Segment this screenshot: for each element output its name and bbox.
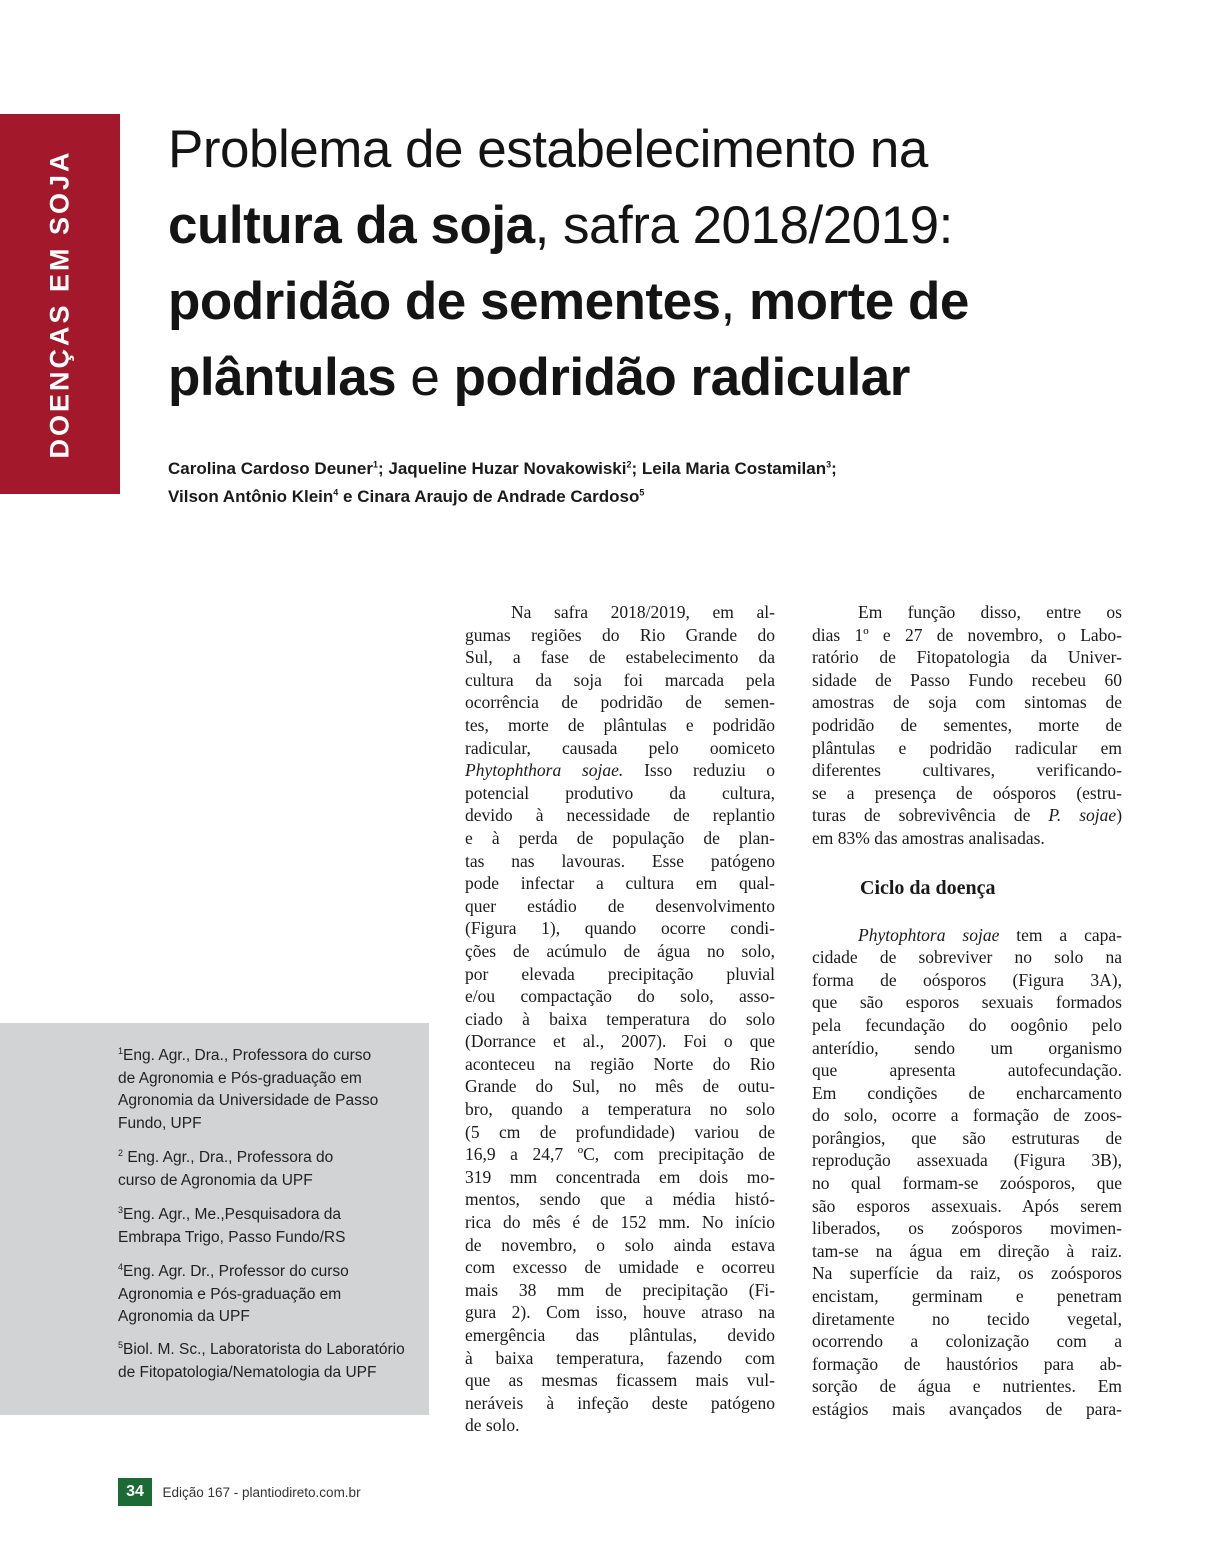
section-heading: Ciclo da doença: [860, 876, 996, 899]
author-list: [168, 455, 1068, 511]
section-label: DOENÇAS EM SOJA: [44, 149, 75, 459]
edition-info: Edição 167 - plantiodireto.com.br: [162, 1484, 361, 1500]
page-number: 34: [118, 1478, 152, 1506]
body-column-2: Em função disso, entre os dias 1º e 27 de novembro, o Labo- ratório de Fitopatologia da Univer- sidade de Passo Fundo recebeu 60 amostras de soja com sintomas de podridão de sementes, morte de plântulas e podridão radicular em diferentes cultivares, verificando- se a presença de oósporos (estru- turas de sobrevivência de P. sojae) em 83% das amostras analisadas. Ciclo da doença Phytophtora sojae tem a capa- cidade de sobreviver no solo na forma de oósporos (Figura 3A), que são esporos sexuais formados pela fecundação do oogônio pelo anterídio, sendo um organismo que apresenta autofecundação. Em condições de encharcamento do solo, ocorre a formação de zoos- porângios, que são estruturas de reprodução assexuada (Figura 3B), no qual formam-se zoósporos, que são esporos assexuais. Após serem liberados, os zoósporos movimen- tam-se na água em direção à raiz. Na superfície da raiz, os zoósporos encistam, germinam e penetram diretamente no tecido vegetal, ocorrendo a colonização com a formação de haustórios para ab- sorção de água e nutrientes. Em estágios mais avançados de para-: [812, 602, 1123, 1419]
footnotes-box: [0, 1023, 429, 1415]
footnote-4: $^4$Eng. Agr. Dr., Professor do curso Agronomia e Pós-graduação em Agronomia da UPF: [118, 1261, 349, 1325]
title-line: plântulas e podridão radicular: [168, 348, 910, 407]
title-line: cultura da soja, safra 2018/2019:: [168, 196, 953, 255]
title-line: Problema de estabelecimento na: [168, 120, 928, 179]
footnote-1: $^1$Eng. Agr., Dra., Professora do curso de Agronomia e Pós-graduação em Agronomia da Universidade de Passo Fundo, UPF: [118, 1045, 379, 1132]
footnote-5: $^5$Biol. M. Sc., Laboratorista do Laboratório de Fitopatologia/Nematologia da UPF: [118, 1339, 405, 1381]
article-title: [168, 112, 1168, 416]
body-column-1: Na safra 2018/2019, em al- gumas regiões do Rio Grande do Sul, a fase de estabelecimento da cultura da soja foi marcada pela ocorrência de podridão de semen- tes, morte de plântulas e podridão radicular, causada pelo oomiceto Phytophthora sojae. Isso reduziu o potencial produtivo da cultura, devido à necessidade de replantio e à perda de população de plan- tas nas lavouras. Esse patógeno pode infectar a cultura em qual- quer estádio de desenvolvimento (Figura 1), quando ocorre condi- ções de acúmulo de água no solo, por elevada precipitação pluvial e/ou compactação do solo, asso- ciado à baixa temperatura do solo (Dorrance et al., 2007). Foi o que aconteceu na região Norte do Rio Grande do Sul, no mês de outu- bro, quando a temperatura no solo (5 cm de profundidade) variou de 16,9 a 24,7 ºC, com precipitação de 319 mm concentrada em dois mo- mentos, sendo que a média histó- rica do mês é de 152 mm. No início de novembro, o solo ainda estava com excesso de umidade e ocorreu mais 38 mm de precipitação (Fi- gura 2). Com isso, houve atraso na emergência das plântulas, devido à baixa temperatura, fazendo com que as mesmas ficassem mais vul- neráveis à infeção deste patógeno de solo.: [465, 602, 775, 1436]
footnote-2: $^2$ Eng. Agr., Dra., Professora do curso de Agronomia da UPF: [118, 1147, 334, 1189]
section-tab: [0, 114, 120, 494]
page-footer: [118, 1478, 361, 1506]
author-line: Vilson Antônio Klein$^4$ e Cinara Araujo de Andrade Cardoso$^5$: [168, 487, 645, 506]
author-line: Carolina Cardoso Deuner$^1$; Jaqueline Huzar Novakowiski$^2$; Leila Maria Costamilan$^3$;: [168, 459, 837, 478]
title-line: podridão de sementes, morte de: [168, 272, 969, 331]
footnote-3: $^3$Eng. Agr., Me.,Pesquisadora da Embrapa Trigo, Passo Fundo/RS: [118, 1204, 346, 1246]
